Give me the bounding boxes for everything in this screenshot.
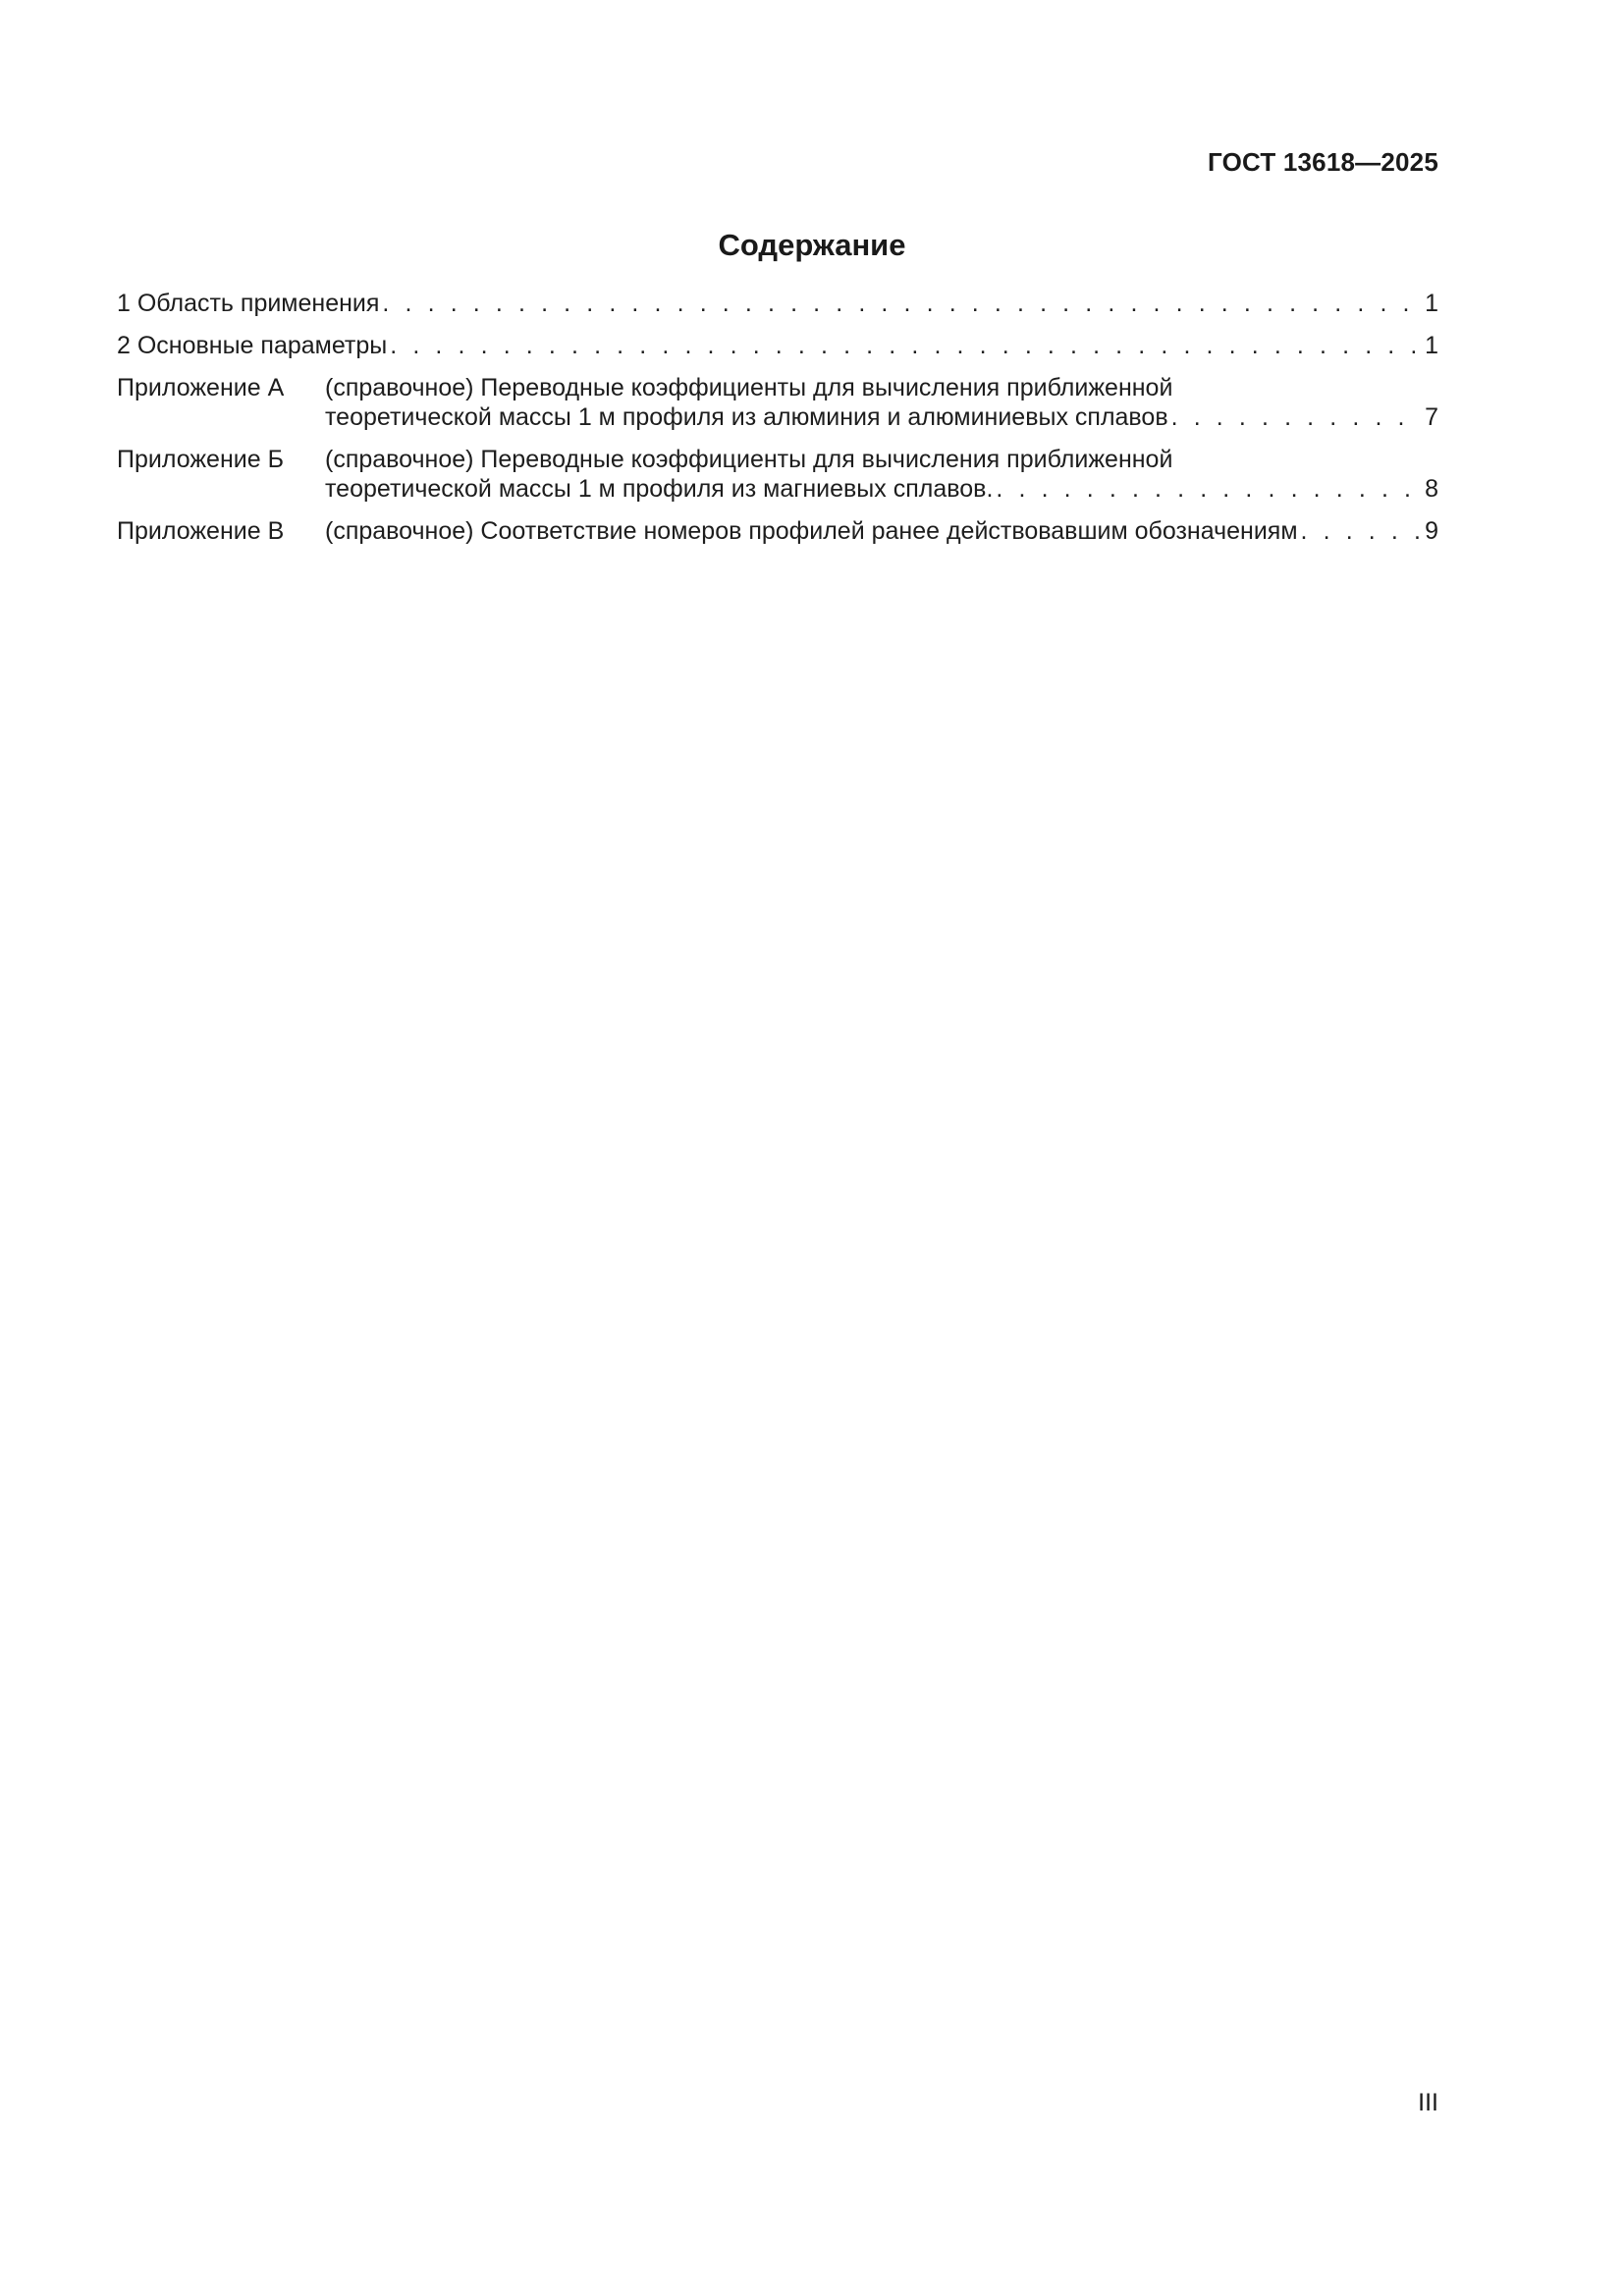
annex-label: Приложение А	[117, 374, 285, 401]
toc-entry-page: 8	[1425, 475, 1438, 503]
annex-title-line: (справочное) Соответствие номеров профилей ранее действовавшим обозначениям	[325, 517, 1298, 545]
toc-entry-annex-b	[117, 445, 1438, 504]
annex-title-line: теоретической массы 1 м профиля из магниевых сплавов.	[325, 475, 994, 503]
toc-entry-page: 1	[1425, 290, 1438, 317]
toc-entry-annex-v	[117, 516, 1438, 546]
toc-entry-page: 9	[1425, 517, 1438, 545]
document-code: ГОСТ 13618—2025	[1208, 147, 1438, 177]
dot-leader	[1301, 516, 1423, 546]
toc-entry-page: 7	[1425, 403, 1438, 431]
dot-leader	[1171, 402, 1422, 432]
toc-entry-annex-a	[117, 373, 1438, 432]
annex-title-line: (справочное) Переводные коэффициенты для вычисления приближенной	[325, 374, 1173, 401]
annex-title-line: теоретической массы 1 м профиля из алюминия и алюминиевых сплавов	[325, 403, 1168, 431]
page-number: III	[1418, 2089, 1438, 2116]
toc-entry-text: 1 Область применения	[117, 290, 380, 317]
toc-entry-scope	[117, 289, 1438, 318]
annex-title-line: (справочное) Переводные коэффициенты для вычисления приближенной	[325, 446, 1173, 473]
table-of-contents	[117, 289, 1438, 559]
toc-entry-main-parameters	[117, 331, 1438, 360]
dot-leader	[390, 331, 1422, 360]
toc-entry-page: 1	[1425, 332, 1438, 359]
annex-label: Приложение Б	[117, 446, 284, 473]
toc-title: Содержание	[718, 228, 906, 262]
dot-leader	[996, 474, 1422, 504]
dot-leader	[382, 289, 1422, 318]
toc-entry-text: 2 Основные параметры	[117, 332, 388, 359]
annex-label: Приложение В	[117, 517, 285, 545]
